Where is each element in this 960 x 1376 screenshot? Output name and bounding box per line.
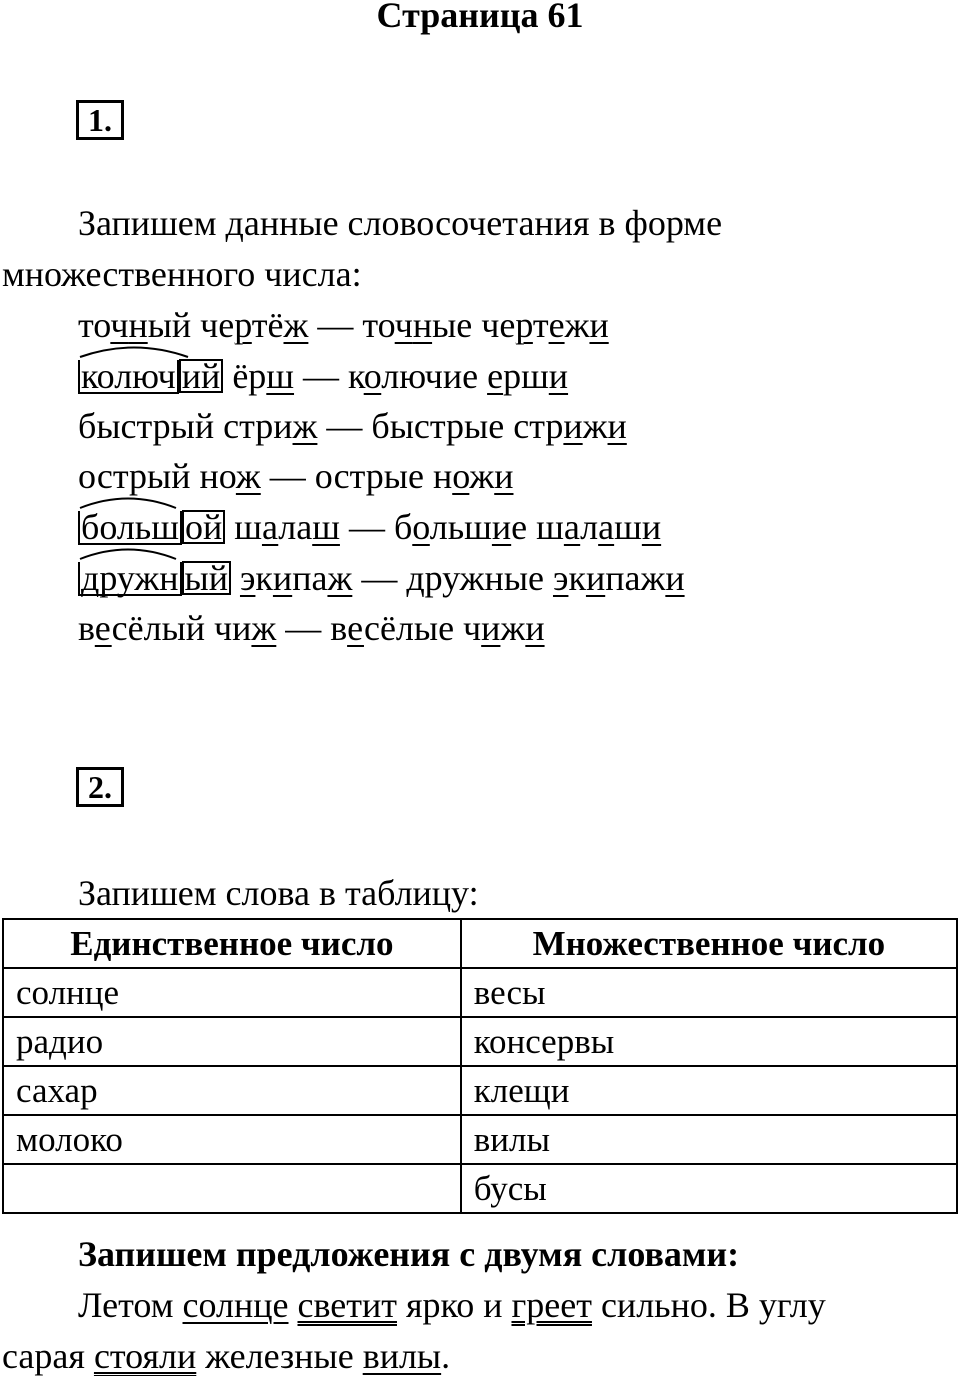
ending-box: ый	[182, 561, 231, 595]
page-title: Страница 61	[376, 0, 584, 35]
phrase-row-7: весёлый чиж — весёлые чижи	[78, 608, 545, 648]
table-cell: консервы	[461, 1017, 957, 1066]
ending-box: ой	[182, 510, 225, 544]
table-row	[3, 1164, 957, 1213]
task-2-intro: Запишем слова в таблицу:	[78, 873, 479, 913]
phrase-row-2: колюч ий ёрш — колючие ерши	[78, 356, 568, 396]
root-arc-icon	[78, 344, 190, 358]
number-table	[2, 918, 958, 1214]
phrase-row-1: точный чертёж — точные чертежи	[78, 305, 609, 345]
task-1-intro-line1: Запишем данные словосочетания в форме	[78, 203, 723, 243]
table-row	[3, 1017, 957, 1066]
word-parse-druzhny: дружн	[78, 558, 182, 598]
word-parse-koluchiy: колюч	[78, 356, 179, 396]
root-arc-icon	[78, 546, 178, 560]
phrase-row-3: быстрый стриж — быстрые стрижи	[78, 406, 627, 446]
task-1-intro-line2: множественного числа:	[2, 254, 362, 294]
table-row	[3, 1066, 957, 1115]
table-cell: радио	[3, 1017, 461, 1066]
table-cell: клещи	[461, 1066, 957, 1115]
phrase-row-5: больш ой шалаш — большие шалаши	[78, 507, 661, 547]
table-cell: молоко	[3, 1115, 461, 1164]
table-row	[3, 968, 957, 1017]
table-cell: вилы	[461, 1115, 957, 1164]
root-arc-icon	[78, 495, 178, 509]
phrase-row-4: острый нож — острые ножи	[78, 456, 514, 496]
task-2-number: 2.	[76, 767, 124, 807]
column-header-plural: Множественное число	[461, 919, 957, 968]
phrase-row-6: дружн ый экипаж — дружные экипажи	[78, 558, 685, 598]
table-cell: сахар	[3, 1066, 461, 1115]
table-row	[3, 1115, 957, 1164]
predicate-word: стояли	[93, 1336, 197, 1376]
table-cell	[3, 1164, 461, 1213]
subject-word: солнце	[182, 1285, 289, 1325]
table-cell: солнце	[3, 968, 461, 1017]
sentence-line-2: сарая стояли железные вилы.	[2, 1336, 451, 1376]
column-header-singular: Единственное число	[3, 919, 461, 968]
predicate-word: греет	[511, 1285, 592, 1325]
table-cell: бусы	[461, 1164, 957, 1213]
task-1-number: 1.	[76, 100, 124, 140]
sentence-line-1: Летом солнце светит ярко и греет сильно. В углу	[78, 1285, 826, 1325]
table-header-row	[3, 919, 957, 968]
predicate-word: светит	[297, 1285, 397, 1325]
sentences-heading: Запишем предложения с двумя словами:	[78, 1234, 740, 1274]
subject-word: вилы	[362, 1336, 442, 1376]
ending-box: ий	[179, 359, 224, 393]
table-cell: весы	[461, 968, 957, 1017]
word-parse-bolshoy: больш	[78, 507, 182, 547]
